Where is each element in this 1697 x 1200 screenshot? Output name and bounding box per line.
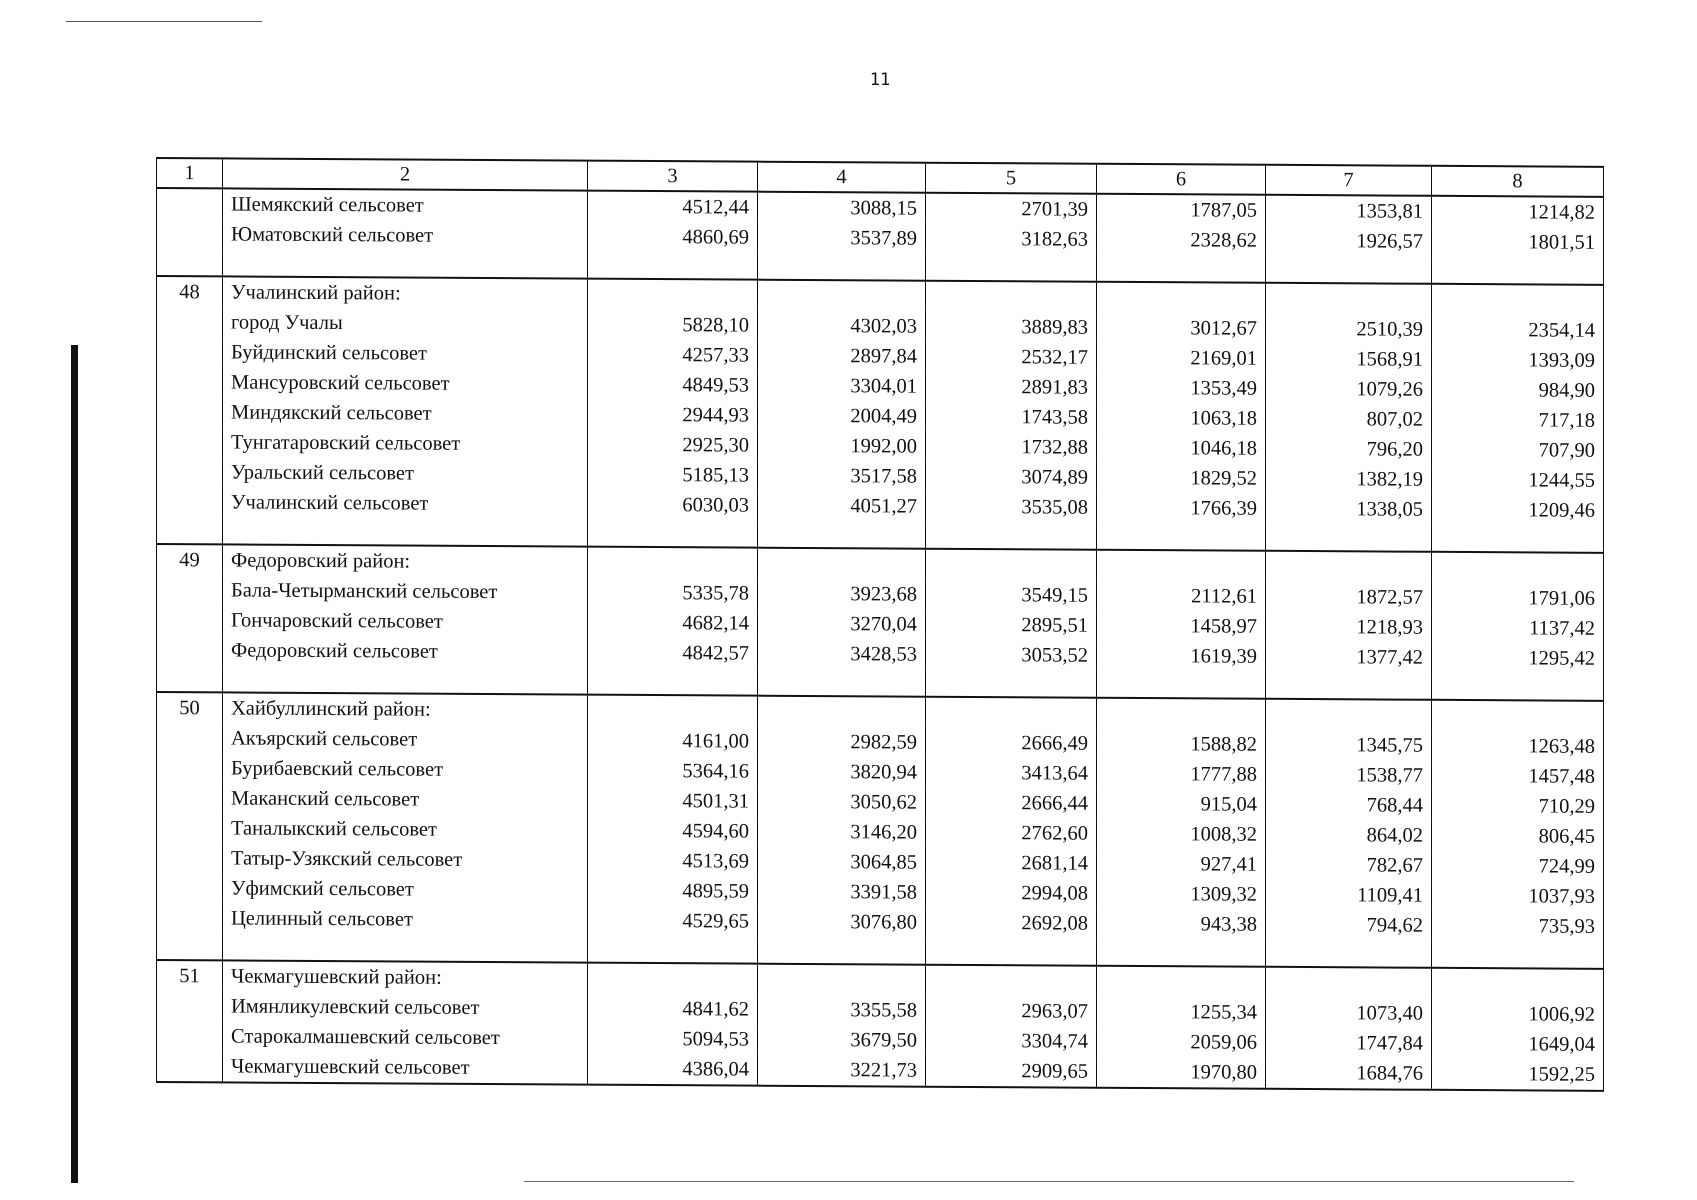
- value-cell: 3355,58: [758, 995, 926, 1026]
- value-cell: 2169,01: [1097, 343, 1266, 374]
- value-cell: [758, 280, 926, 312]
- value-cell: 2666,44: [926, 788, 1097, 819]
- row-number-cell: [157, 1021, 223, 1051]
- row-number-cell: [157, 427, 223, 457]
- value-cell: 1588,82: [1097, 729, 1266, 760]
- value-cell: 2532,17: [926, 342, 1097, 373]
- value-cell: [1432, 552, 1604, 584]
- value-cell: 1684,76: [1266, 1058, 1432, 1090]
- value-cell: 1209,46: [1432, 495, 1604, 526]
- row-number-cell: [157, 783, 223, 813]
- row-number-cell: 48: [157, 276, 223, 307]
- value-cell: 1063,18: [1097, 403, 1266, 434]
- district-name-cell: Чекмагушевский район:: [223, 960, 588, 993]
- locality-name-cell: Акъярский сельсовет: [223, 723, 588, 755]
- value-cell: 3679,50: [758, 1025, 926, 1056]
- district-name-cell: Хайбуллинский район:: [223, 692, 588, 725]
- value-cell: 915,04: [1097, 789, 1266, 820]
- value-cell: 927,41: [1097, 849, 1266, 880]
- value-cell: 1109,41: [1266, 880, 1432, 911]
- row-number-cell: [157, 1051, 223, 1082]
- value-cell: [588, 279, 758, 311]
- value-cell: 2059,06: [1097, 1027, 1266, 1058]
- bottom-rule: [524, 1181, 1574, 1182]
- value-cell: 1046,18: [1097, 433, 1266, 464]
- value-cell: 710,29: [1432, 791, 1604, 822]
- value-cell: [1432, 968, 1604, 1000]
- value-cell: 735,93: [1432, 911, 1604, 942]
- value-cell: 2681,14: [926, 848, 1097, 879]
- value-cell: 4682,14: [588, 608, 758, 639]
- row-number-cell: [157, 903, 223, 933]
- value-cell: 3012,67: [1097, 313, 1266, 344]
- scan-margin-bar: [71, 345, 78, 1183]
- value-cell: 1766,39: [1097, 493, 1266, 524]
- value-cell: 4501,31: [588, 786, 758, 817]
- value-cell: 2895,51: [926, 610, 1097, 641]
- value-cell: 3413,64: [926, 758, 1097, 789]
- data-table: [156, 157, 1604, 1092]
- row-number-cell: [157, 575, 223, 605]
- locality-name-cell: Гончаровский сельсовет: [223, 605, 588, 637]
- row-number-cell: [157, 307, 223, 337]
- value-cell: 1992,00: [758, 431, 926, 462]
- value-cell: 1338,05: [1266, 494, 1432, 525]
- value-cell: 5828,10: [588, 310, 758, 341]
- value-cell: 1872,57: [1266, 582, 1432, 613]
- value-cell: 1353,49: [1097, 373, 1266, 404]
- value-cell: 5094,53: [588, 1024, 758, 1055]
- value-cell: 4161,00: [588, 726, 758, 757]
- column-header: 4: [758, 162, 926, 193]
- locality-name-cell: Имянликулевский сельсовет: [223, 991, 588, 1023]
- row-number-cell: [157, 487, 223, 517]
- value-cell: 1457,48: [1432, 761, 1604, 792]
- value-cell: [588, 695, 758, 727]
- locality-name-cell: Маканский сельсовет: [223, 783, 588, 815]
- value-cell: 2692,08: [926, 908, 1097, 939]
- value-cell: 4386,04: [588, 1054, 758, 1086]
- value-cell: 6030,03: [588, 490, 758, 521]
- locality-name-cell: Бурибаевский сельсовет: [223, 753, 588, 785]
- locality-name-cell: Буйдинский сельсовет: [223, 337, 588, 369]
- value-cell: 1037,93: [1432, 881, 1604, 912]
- row-number-cell: [157, 337, 223, 367]
- value-cell: 4513,69: [588, 846, 758, 877]
- value-cell: 717,18: [1432, 405, 1604, 436]
- value-cell: 4842,57: [588, 638, 758, 669]
- row-number-cell: [157, 813, 223, 843]
- row-number-cell: [157, 188, 223, 219]
- value-cell: 796,20: [1266, 434, 1432, 465]
- locality-name-cell: Бала-Четырманский сельсовет: [223, 575, 588, 607]
- value-cell: 1255,34: [1097, 997, 1266, 1028]
- value-cell: 3053,52: [926, 640, 1097, 671]
- value-cell: 4302,03: [758, 311, 926, 342]
- value-cell: 1568,91: [1266, 344, 1432, 375]
- value-cell: 2112,61: [1097, 581, 1266, 612]
- row-number-cell: [157, 635, 223, 665]
- value-cell: 1791,06: [1432, 583, 1604, 614]
- value-cell: 1829,52: [1097, 463, 1266, 494]
- locality-name-cell: Целинный сельсовет: [223, 903, 588, 935]
- value-cell: 5185,13: [588, 460, 758, 491]
- value-cell: 1458,97: [1097, 611, 1266, 642]
- value-cell: 1801,51: [1432, 227, 1604, 258]
- value-cell: [1266, 699, 1432, 731]
- column-header: 5: [926, 163, 1097, 194]
- value-cell: 3074,89: [926, 462, 1097, 493]
- value-cell: 1079,26: [1266, 374, 1432, 405]
- row-number-cell: 51: [157, 960, 223, 991]
- value-cell: 2666,49: [926, 728, 1097, 759]
- district-name-cell: Федоровский район:: [223, 544, 588, 577]
- value-cell: 2510,39: [1266, 314, 1432, 345]
- value-cell: [1097, 550, 1266, 582]
- locality-name-cell: Старокалмашевский сельсовет: [223, 1021, 588, 1053]
- value-cell: 1743,58: [926, 402, 1097, 433]
- value-cell: 5364,16: [588, 756, 758, 787]
- value-cell: 1006,92: [1432, 999, 1604, 1030]
- value-cell: [1432, 284, 1604, 316]
- value-cell: 724,99: [1432, 851, 1604, 882]
- value-cell: 4895,59: [588, 876, 758, 907]
- value-cell: [926, 281, 1097, 313]
- locality-name-cell: Тунгатаровский сельсовет: [223, 427, 588, 459]
- value-cell: 3428,53: [758, 639, 926, 670]
- locality-name-cell: Юматовский сельсовет: [223, 219, 588, 251]
- value-cell: 3270,04: [758, 609, 926, 640]
- value-cell: 4512,44: [588, 191, 758, 223]
- value-cell: 3076,80: [758, 907, 926, 938]
- row-number-cell: [157, 605, 223, 635]
- top-rule: [66, 21, 262, 22]
- value-cell: 806,45: [1432, 821, 1604, 852]
- value-cell: 2944,93: [588, 400, 758, 431]
- value-cell: 4257,33: [588, 340, 758, 371]
- value-cell: 2994,08: [926, 878, 1097, 909]
- value-cell: 1137,42: [1432, 613, 1604, 644]
- value-cell: [588, 547, 758, 579]
- value-cell: 1218,93: [1266, 612, 1432, 643]
- value-cell: 3549,15: [926, 580, 1097, 611]
- value-cell: [758, 964, 926, 996]
- value-cell: 4841,62: [588, 994, 758, 1025]
- value-cell: [1266, 283, 1432, 315]
- value-cell: [926, 697, 1097, 729]
- value-cell: [1432, 700, 1604, 732]
- value-cell: 3050,62: [758, 787, 926, 818]
- value-cell: 3304,01: [758, 371, 926, 402]
- value-cell: 864,02: [1266, 820, 1432, 851]
- value-cell: 1377,42: [1266, 642, 1432, 673]
- value-cell: 3064,85: [758, 847, 926, 878]
- value-cell: [1266, 967, 1432, 999]
- value-cell: 768,44: [1266, 790, 1432, 821]
- locality-name-cell: Уфимский сельсовет: [223, 873, 588, 905]
- value-cell: 3304,74: [926, 1026, 1097, 1057]
- value-cell: 807,02: [1266, 404, 1432, 435]
- value-cell: 1345,75: [1266, 730, 1432, 761]
- value-cell: 4051,27: [758, 491, 926, 522]
- value-cell: 2982,59: [758, 727, 926, 758]
- value-cell: 2897,84: [758, 341, 926, 372]
- value-cell: [1097, 698, 1266, 730]
- locality-name-cell: Федоровский сельсовет: [223, 635, 588, 667]
- value-cell: 1382,19: [1266, 464, 1432, 495]
- value-cell: 707,90: [1432, 435, 1604, 466]
- value-cell: 1926,57: [1266, 226, 1432, 257]
- value-cell: [758, 696, 926, 728]
- locality-name-cell: Шемякский сельсовет: [223, 188, 588, 221]
- value-cell: [926, 549, 1097, 581]
- value-cell: 2701,39: [926, 193, 1097, 225]
- row-number-cell: [157, 991, 223, 1021]
- value-cell: 3182,63: [926, 224, 1097, 255]
- locality-name-cell: Чекмагушевский сельсовет: [223, 1051, 588, 1084]
- value-cell: 2963,07: [926, 996, 1097, 1027]
- value-cell: 3146,20: [758, 817, 926, 848]
- value-cell: 1008,32: [1097, 819, 1266, 850]
- locality-name-cell: Татыр-Узякский сельсовет: [223, 843, 588, 875]
- value-cell: 1592,25: [1432, 1059, 1604, 1091]
- value-cell: 1295,42: [1432, 643, 1604, 674]
- value-cell: 3820,94: [758, 757, 926, 788]
- value-cell: 794,62: [1266, 910, 1432, 941]
- value-cell: 1214,82: [1432, 196, 1604, 228]
- value-cell: 1538,77: [1266, 760, 1432, 791]
- value-cell: 782,67: [1266, 850, 1432, 881]
- value-cell: 2925,30: [588, 430, 758, 461]
- value-cell: 1777,88: [1097, 759, 1266, 790]
- row-number-cell: [157, 397, 223, 427]
- value-cell: 1732,88: [926, 432, 1097, 463]
- row-number-cell: [157, 219, 223, 249]
- row-number-cell: [157, 367, 223, 397]
- value-cell: 984,90: [1432, 375, 1604, 406]
- column-header: 2: [223, 158, 588, 190]
- value-cell: 4860,69: [588, 222, 758, 253]
- locality-name-cell: Таналыкский сельсовет: [223, 813, 588, 845]
- locality-name-cell: Уральский сельсовет: [223, 457, 588, 489]
- row-number-cell: [157, 457, 223, 487]
- value-cell: 4529,65: [588, 906, 758, 937]
- value-cell: 1619,39: [1097, 641, 1266, 672]
- value-cell: 943,38: [1097, 909, 1266, 940]
- value-cell: [1266, 551, 1432, 583]
- value-cell: 1393,09: [1432, 345, 1604, 376]
- value-cell: [1097, 966, 1266, 998]
- value-cell: 3535,08: [926, 492, 1097, 523]
- value-cell: 2354,14: [1432, 315, 1604, 346]
- locality-name-cell: город Учалы: [223, 307, 588, 339]
- value-cell: 3889,83: [926, 312, 1097, 343]
- value-cell: 1787,05: [1097, 194, 1266, 226]
- value-cell: 2909,65: [926, 1056, 1097, 1088]
- value-cell: 1309,32: [1097, 879, 1266, 910]
- value-cell: 1747,84: [1266, 1028, 1432, 1059]
- column-header: 6: [1097, 164, 1266, 195]
- row-number-cell: 49: [157, 544, 223, 575]
- value-cell: 3088,15: [758, 192, 926, 224]
- value-cell: [926, 965, 1097, 997]
- column-header: 3: [588, 161, 758, 192]
- value-cell: 5335,78: [588, 578, 758, 609]
- column-header: 7: [1266, 165, 1432, 196]
- locality-name-cell: Миндякский сельсовет: [223, 397, 588, 429]
- value-cell: 1649,04: [1432, 1029, 1604, 1060]
- page-number: 11: [869, 70, 891, 90]
- value-cell: 4594,60: [588, 816, 758, 847]
- value-cell: 3537,89: [758, 223, 926, 254]
- value-cell: 2328,62: [1097, 225, 1266, 256]
- row-number-cell: [157, 753, 223, 783]
- value-cell: [758, 548, 926, 580]
- value-cell: 2004,49: [758, 401, 926, 432]
- value-cell: 3391,58: [758, 877, 926, 908]
- value-cell: 2891,83: [926, 372, 1097, 403]
- value-cell: 1073,40: [1266, 998, 1432, 1029]
- row-number-cell: 50: [157, 692, 223, 723]
- value-cell: 3517,58: [758, 461, 926, 492]
- row-number-cell: [157, 873, 223, 903]
- locality-name-cell: Мансуровский сельсовет: [223, 367, 588, 399]
- value-cell: 1263,48: [1432, 731, 1604, 762]
- value-cell: 1244,55: [1432, 465, 1604, 496]
- value-cell: 3221,73: [758, 1055, 926, 1087]
- value-cell: 3923,68: [758, 579, 926, 610]
- value-cell: 1970,80: [1097, 1057, 1266, 1089]
- value-cell: 4849,53: [588, 370, 758, 401]
- value-cell: [588, 963, 758, 995]
- row-number-cell: [157, 723, 223, 753]
- value-cell: 1353,81: [1266, 195, 1432, 227]
- column-header: 8: [1432, 166, 1604, 197]
- value-cell: 2762,60: [926, 818, 1097, 849]
- locality-name-cell: Учалинский сельсовет: [223, 487, 588, 519]
- column-header: 1: [157, 158, 223, 188]
- row-number-cell: [157, 843, 223, 873]
- district-name-cell: Учалинский район:: [223, 276, 588, 309]
- value-cell: [1097, 282, 1266, 314]
